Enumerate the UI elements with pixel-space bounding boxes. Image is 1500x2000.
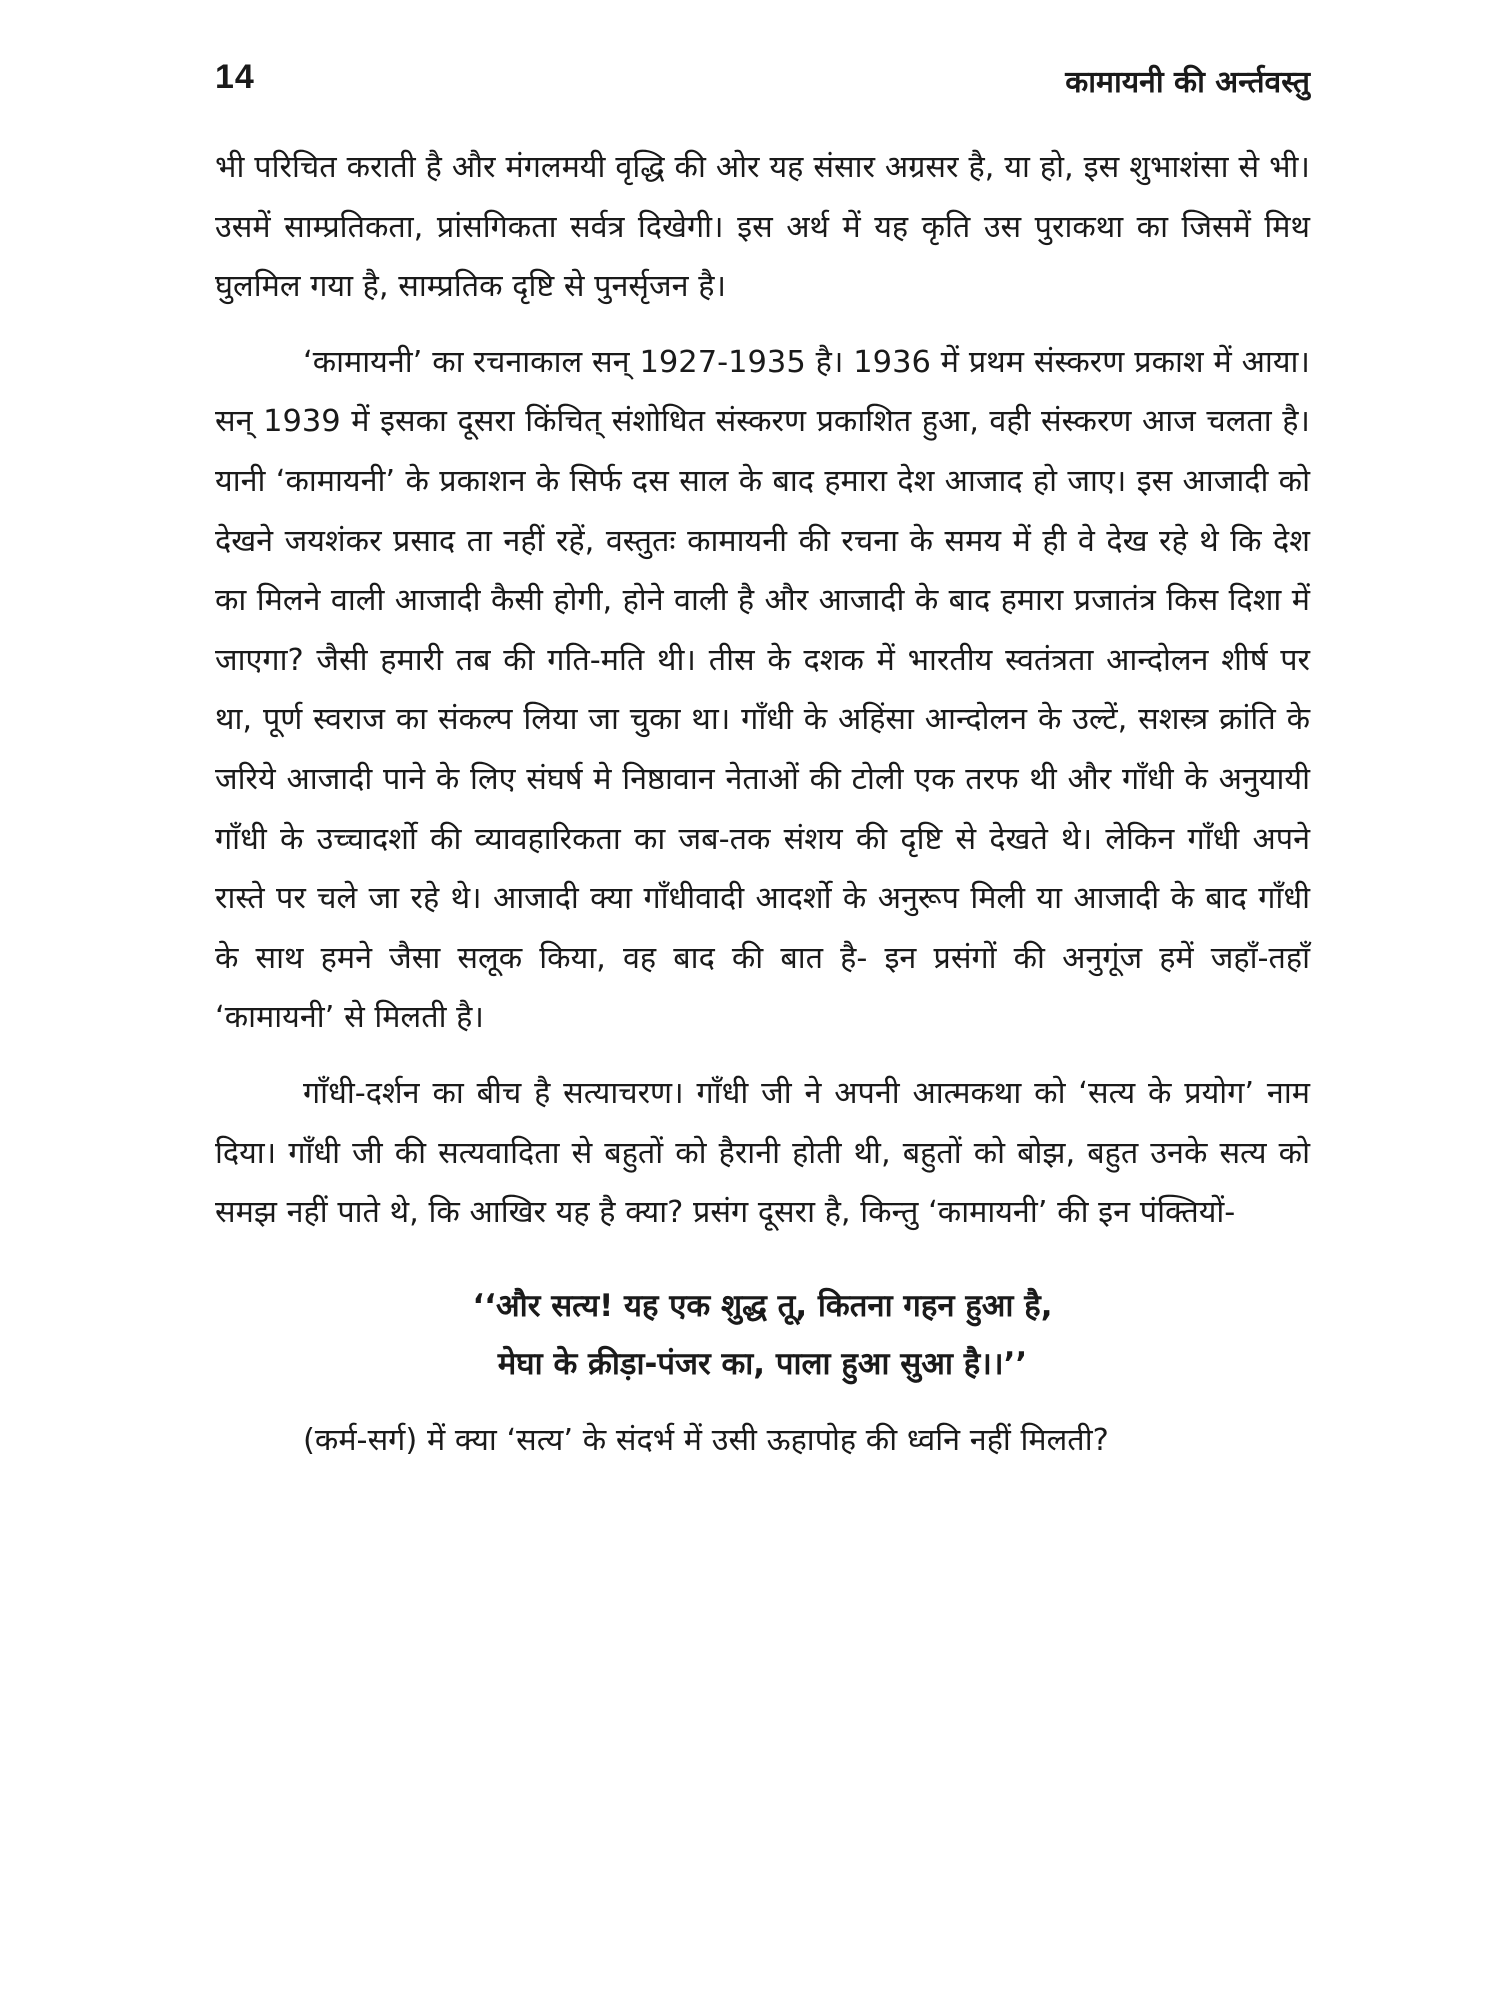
paragraph-3: गाँधी-दर्शन का बीच है सत्याचरण। गाँधी जी ने अपनी आत्मकथा को ‘सत्य के प्रयोग’ नाम दिया। गाँधी जी की सत्यवादिता से बहुतों को हैरानी होती थी, बहुतों को बोझ, बहुत उनके सत्य को समझ नहीं पाते थे, कि आखिर यह है क्या? प्रसंग दूसरा है, किन्तु ‘कामायनी’ की इन पंक्तियों- [215,1075,1310,1231]
page-number: 14 [215,58,255,96]
verse-line-1: ‘‘और सत्य! यह एक शुद्ध तू, कितना गहन हुआ है, [472,1287,1053,1324]
verse-quote [215,1277,1310,1393]
paragraph-1: भी परिचित कराती है और मंगलमयी वृद्धि की ओर यह संसार अग्रसर है, या हो, इस शुभाशंसा से भी। उसमें साम्प्रतिकता, प्रांसगिकता सर्वत्र दिखेगी। इस अर्थ में यह कृति उस पुराकथा का जिसमें मिथ घुलमिल गया है, साम्प्रतिक दृष्टि से पुनर्सृजन है। [215,150,1310,305]
running-title: कामायनी की अर्न्तवस्तु [1065,65,1310,100]
page-header [215,58,1310,108]
paragraph-4: (कर्म-सर्ग) में क्या ‘सत्य’ के संदर्भ में उसी ऊहापोह की ध्वनि नहीं मिलती? [303,1422,1109,1458]
verse-line-2: मेघा के क्रीड़ा-पंजर का, पाला हुआ सुआ है।।’’ [497,1345,1028,1382]
paragraph-2: ‘कामायनी’ का रचनाकाल सन् 1927-1935 है। 1936 में प्रथम संस्करण प्रकाश में आया। सन् 1939 में इसका दूसरा किंचित् संशोधित संस्करण प्रकाशित हुआ, वही संस्करण आज चलता है। यानी ‘कामायनी’ के प्रकाशन के सिर्फ दस साल के बाद हमारा देश आजाद हो जाए। इस आजादी को देखने जयशंकर प्रसाद ता नहीं रहें, वस्तुतः कामायनी की रचना के समय में ही वे देख रहे थे कि देश का मिलने वाली आजादी कैसी होगी, होने वाली है और आजादी के बाद हमारा प्रजातंत्र किस दिशा में जाएगा? जैसी हमारी तब की गति-मति थी। तीस के दशक में भारतीय स्वतंत्रता आन्दोलन शीर्ष पर था, पूर्ण स्वराज का संकल्प लिया जा चुका था। गाँधी के अहिंसा आन्दोलन के उल्टें, सशस्त्र क्रांति के जरिये आजादी पाने के लिए संघर्ष मे निष्ठावान नेताओं की टोली एक तरफ थी और गाँधी के अनुयायी गाँधी के उच्चादर्शो की व्यावहारिकता का जब-तक संशय की दृष्टि से देखते थे। लेकिन गाँधी अपने रास्ते पर चले जा रहे थे। आजादी क्या गाँधीवादी आदर्शो के अनुरूप मिली या आजादी के बाद गाँधी के साथ हमने जैसा सलूक किया, वह बाद की बात है- इन प्रसंगों की अनुगूंज हमें जहाँ-तहाँ ‘कामायनी’ से मिलती है। [215,344,1310,1036]
body-text [215,138,1310,1470]
